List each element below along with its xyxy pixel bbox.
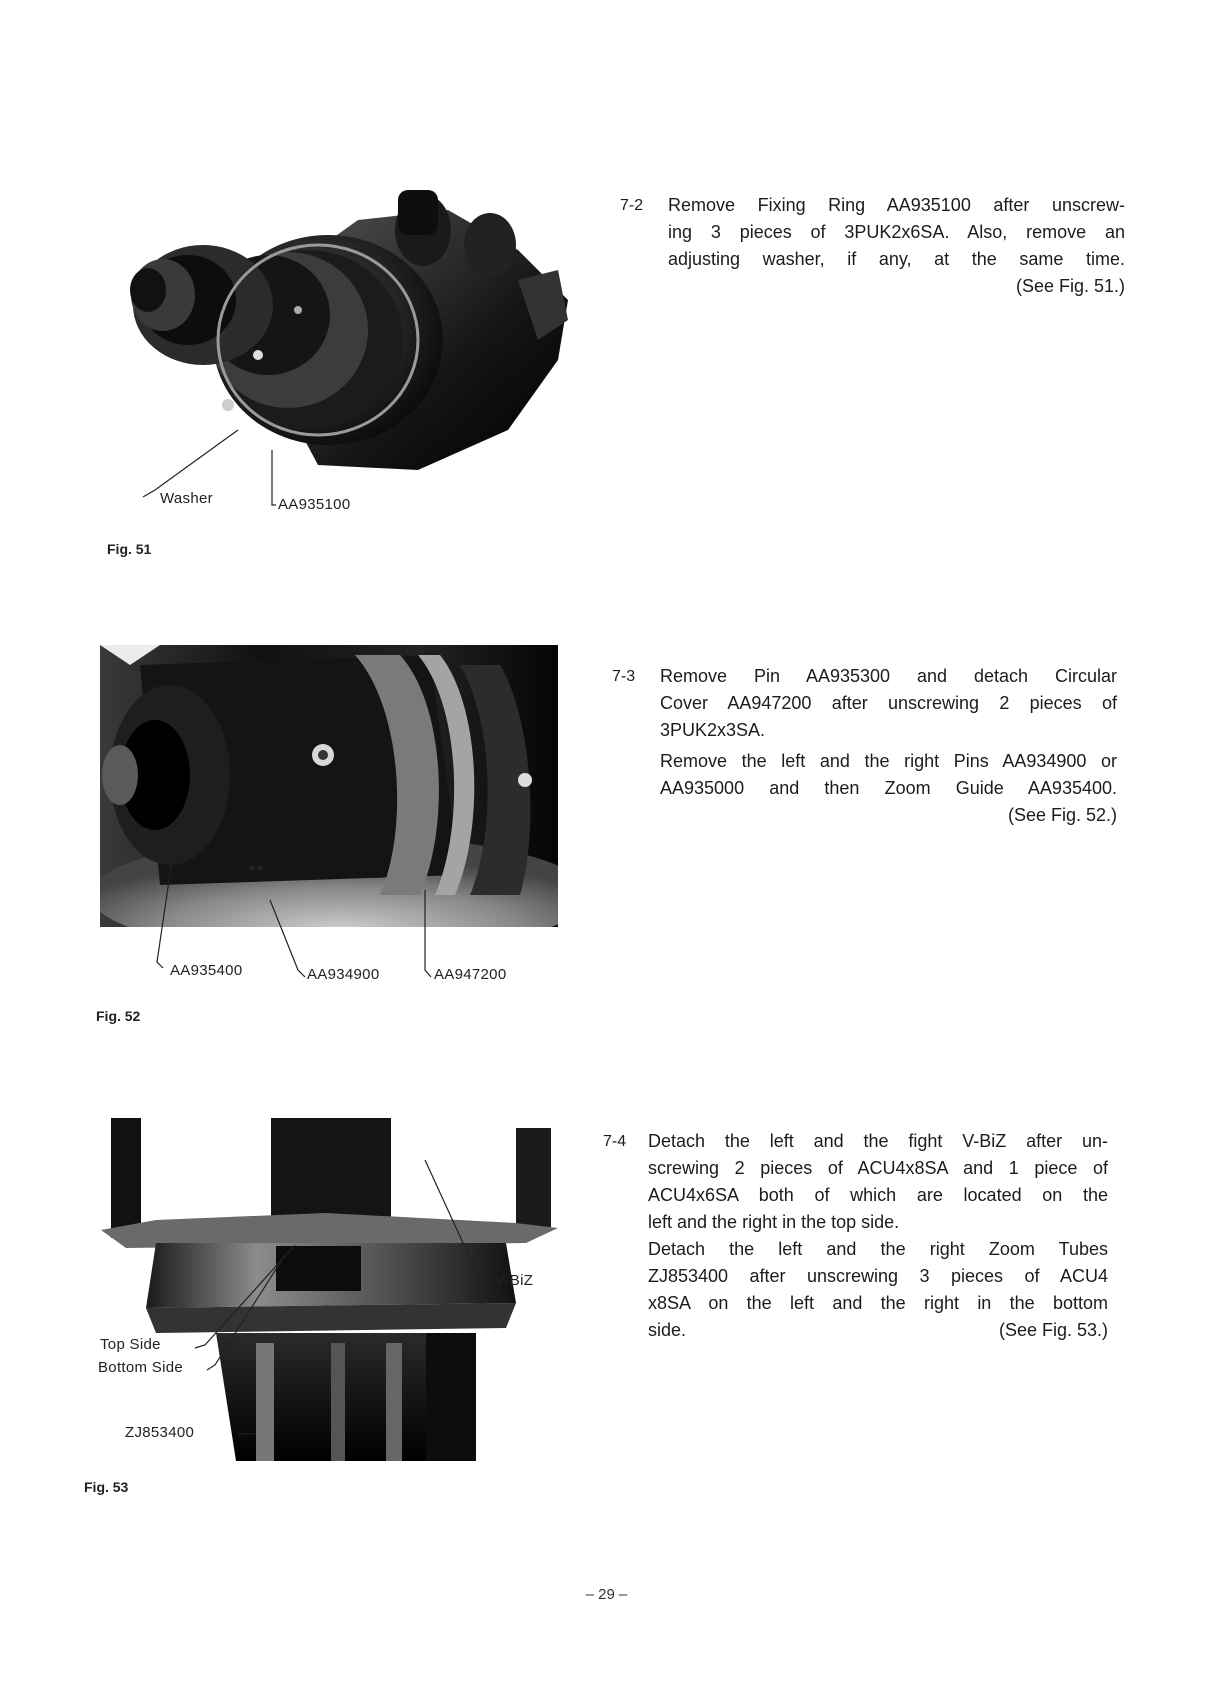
label-aa947200: AA947200	[434, 966, 507, 983]
label-bottom-side: Bottom Side	[98, 1359, 184, 1376]
label-top-side: Top Side	[100, 1336, 161, 1353]
step-line: adjusting washer, if any, at the same time.	[668, 249, 1125, 269]
step-line: Remove Pin AA935300 and detach Circular	[660, 666, 1117, 686]
step-line: Cover AA947200 after unscrewing 2 pieces of	[660, 693, 1117, 713]
step-line: AA935000 and then Zoom Guide AA935400.	[660, 778, 1117, 798]
step-line: side.	[648, 1320, 687, 1340]
label-aa935100: AA935100	[278, 496, 351, 513]
step-line: screwing 2 pieces of ACU4x8SA and 1 piece of	[648, 1158, 1108, 1178]
step-line: Detach the left and the right Zoom Tubes	[648, 1239, 1108, 1259]
label-washer: Washer	[160, 490, 213, 507]
step-line: Detach the left and the fight V-BiZ after un-	[648, 1131, 1108, 1151]
step-line: 3PUK2x3SA.	[660, 720, 766, 740]
step-number: 7-4	[603, 1133, 627, 1150]
step-line: Remove Fixing Ring AA935100 after unscrew-	[668, 195, 1125, 215]
step-number: 7-2	[620, 197, 644, 214]
step-line: ZJ853400 after unscrewing 3 pieces of ACU4	[648, 1266, 1108, 1286]
fig51-photo	[118, 190, 568, 490]
step-line: x8SA on the left and the right in the bottom	[648, 1293, 1108, 1313]
label-aa935400: AA935400	[170, 962, 243, 979]
step-number: 7-3	[612, 668, 636, 685]
label-v-biz: V-BiZ	[495, 1272, 534, 1289]
step-last-line	[648, 1317, 1108, 1344]
fig53-caption: Fig. 53	[84, 1479, 129, 1495]
step-line: Remove the left and the right Pins AA934900 or	[660, 751, 1117, 771]
fig52-photo	[100, 645, 558, 927]
step-line: left and the right in the top side.	[648, 1212, 900, 1232]
step-line: ing 3 pieces of 3PUK2x6SA. Also, remove an	[668, 222, 1125, 242]
fig53-photo	[96, 1118, 558, 1461]
figure-reference: (See Fig. 52.)	[1007, 805, 1117, 825]
step-line: ACU4x6SA both of which are located on the	[648, 1185, 1108, 1205]
label-aa934900: AA934900	[307, 966, 380, 983]
label-zj853400: ZJ853400	[125, 1424, 195, 1441]
fig51-caption: Fig. 51	[107, 541, 152, 557]
page-number: – 29 –	[585, 1586, 628, 1603]
fig52-caption: Fig. 52	[96, 1008, 141, 1024]
figure-reference: (See Fig. 53.)	[998, 1320, 1108, 1340]
figure-reference: (See Fig. 51.)	[1015, 276, 1125, 296]
